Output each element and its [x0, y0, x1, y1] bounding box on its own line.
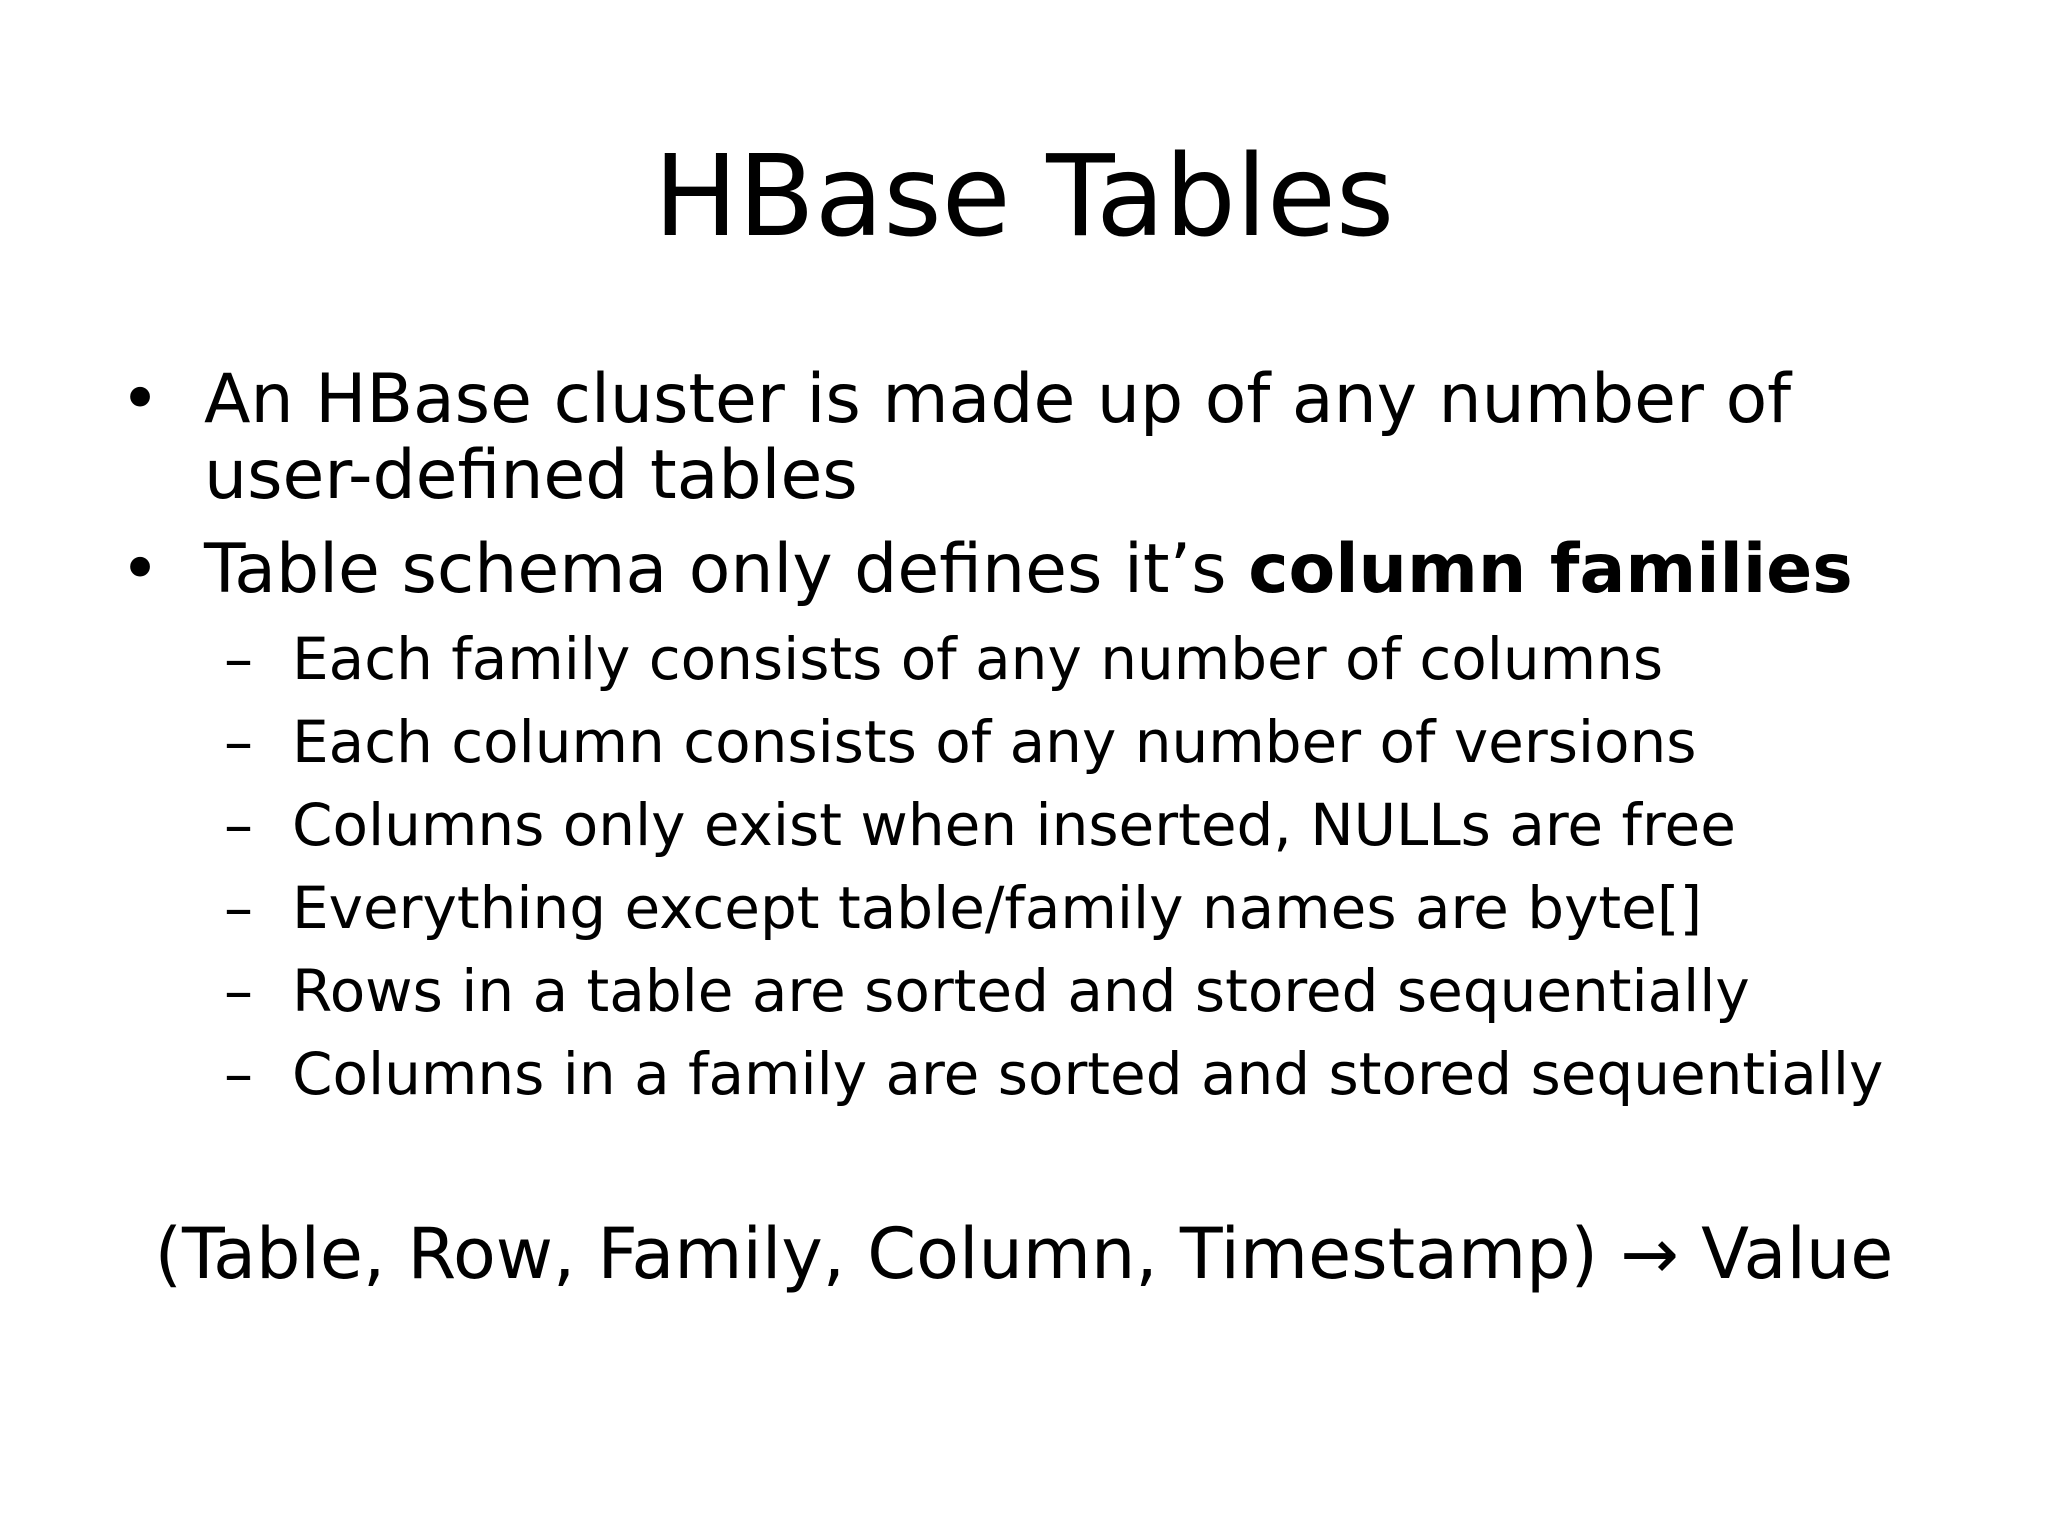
subbullet-text: Each family consists of any number of columns: [292, 625, 1664, 693]
subbullet-item: [120, 626, 1920, 692]
dash-marker: –: [224, 1040, 253, 1108]
subbullet-text: Columns only exist when inserted, NULLs are free: [292, 791, 1736, 859]
dash-marker: –: [224, 708, 253, 776]
subbullet-item: [120, 709, 1920, 775]
formula-left: (Table, Row, Family, Column, Timestamp): [154, 1213, 1598, 1295]
bullet-item-1: [120, 362, 1920, 514]
subbullet-list: [120, 626, 1920, 1107]
subbullet-item: [120, 875, 1920, 941]
subbullet-item: [120, 792, 1920, 858]
formula-line: [0, 1214, 2048, 1294]
bullet-marker: •: [120, 530, 161, 609]
bullet-text-prefix: Table schema only defines it’s: [204, 530, 1249, 609]
dash-marker: –: [224, 791, 253, 859]
bullet-item-2: [120, 532, 1920, 608]
subbullet-item: [120, 1041, 1920, 1107]
dash-marker: –: [224, 957, 253, 1025]
subbullet-item: [120, 958, 1920, 1024]
slide-content: [120, 362, 1920, 1124]
subbullet-text: Each column consists of any number of versions: [292, 708, 1697, 776]
subbullet-text: Everything except table/family names are byte[]: [292, 874, 1703, 942]
formula-right: Value: [1701, 1213, 1894, 1295]
bullet-text: An HBase cluster is made up of any number of user-defined tables: [204, 360, 1792, 515]
dash-marker: –: [224, 874, 253, 942]
right-arrow-icon: →: [1620, 1213, 1679, 1295]
slide-title: HBase Tables: [653, 132, 1395, 262]
subbullet-text: Columns in a family are sorted and stored sequentially: [292, 1040, 1884, 1108]
bullet-text-bold: column families: [1248, 530, 1853, 609]
dash-marker: –: [224, 625, 253, 693]
bullet-marker: •: [120, 360, 161, 439]
subbullet-text: Rows in a table are sorted and stored sequentially: [292, 957, 1750, 1025]
